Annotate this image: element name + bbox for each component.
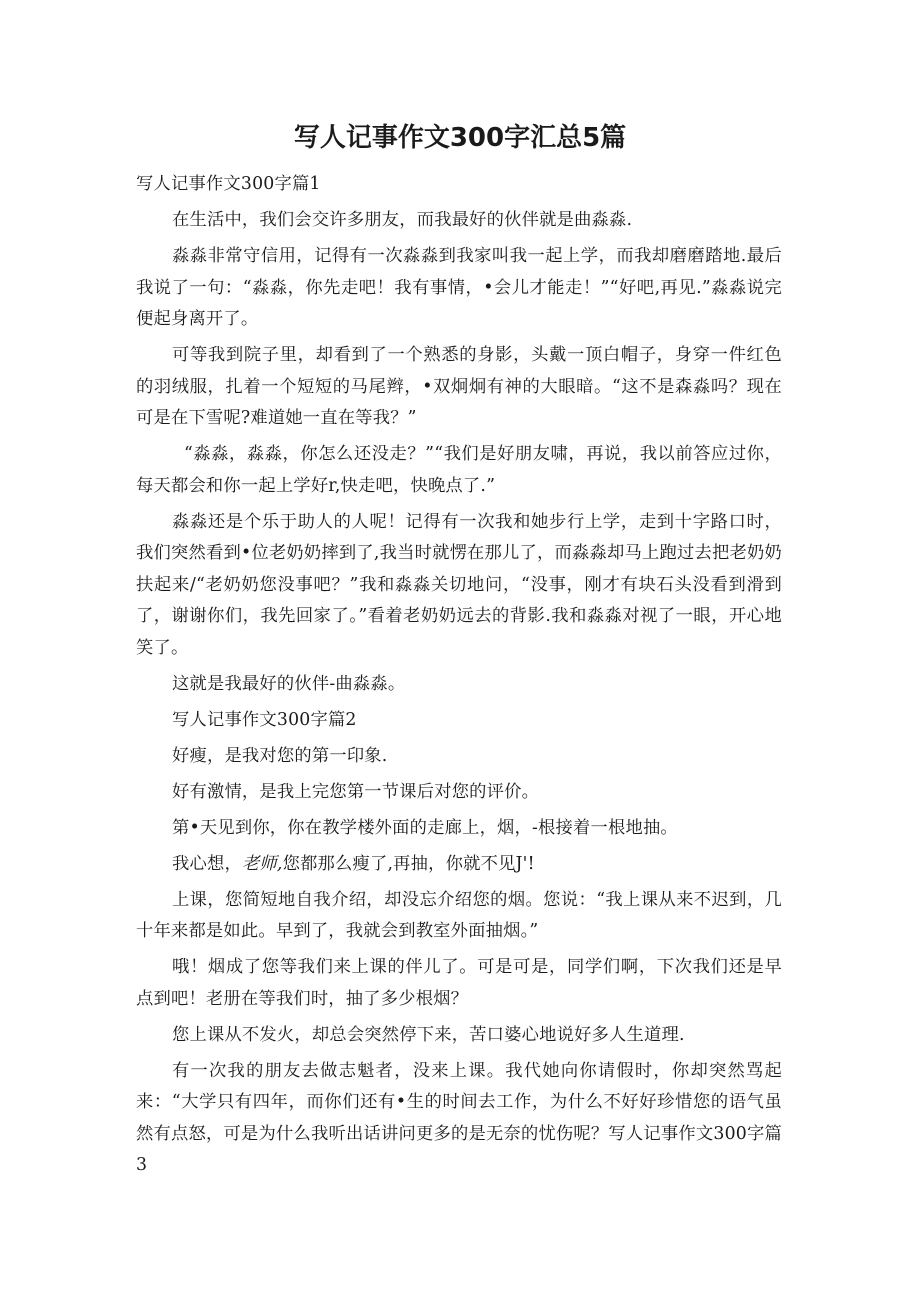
paragraph: 可等我到院子里，却看到了一个熟悉的身影，头戴一顶白帽子，身穿一件红色的羽绒服，扎着一个短短的马尾辫，•双炯炯有神的大眼暗。“这不是森淼吗？现在可是在下雪呢?难道她一直在等我？” [136, 345, 782, 428]
paragraph: 在生活中，我们会交许多朋友，而我最好的伙伴就是曲淼淼. [172, 210, 633, 230]
paragraph: 这就是我最好的伙伴-曲淼淼。 [172, 673, 406, 694]
paragraph: 好瘦，是我对您的第一印象. [172, 745, 388, 766]
paragraph: 您上课从不发火，却总会突然停下来，苦口婆心地说好多人生道理. [172, 1024, 685, 1045]
paragraph-segment: 您都那么瘦了,再抽，你就不见J'! [282, 853, 535, 874]
paragraph-italic-segment: 老师, [241, 853, 283, 874]
paragraph: 好有激情，是我上完您第一节课后对您的评价。 [172, 781, 540, 802]
document-body [136, 169, 782, 1186]
paragraph [136, 849, 782, 881]
paragraph-segment: 我心想， [172, 853, 242, 874]
section-heading-1: 写人记事作文300字篇1 [136, 174, 321, 194]
paragraph: 哦！烟成了您等我们来上课的伴儿了。可是可是，同学们啊，下次我们还是早点到吧！老册在等我们时，抽了多少根烟？ [136, 957, 782, 1009]
paragraph: 淼淼还是个乐于助人的人呢！记得有一次我和她步行上学，走到十字路口时，我们突然看到•位老奶奶摔到了,我当时就愣在那儿了，而淼淼却马上跑过去把老奶奶扶起来/“老奶奶您没事吧？”我和淼淼关切地问，“没事，刚才有块石头没看到滑到了，谢谢你们，我先回家了。”看着老奶奶远去的背影.我和淼淼对视了一眼，开心地笑了。 [136, 511, 782, 658]
paragraph: 淼淼非常守信用，记得有一次淼淼到我家叫我一起上学，而我却磨磨踏地.最后我说了一句：“淼淼，你先走吧！我有事情，•会儿才能走！”“好吧,再见.”淼淼说完便起身离开了。 [136, 246, 782, 329]
paragraph: “淼淼，淼淼，你怎么还没走？”“我们是好朋友啸，再说，我以前答应过你，每天都会和你一起上学好r,快走吧，快晚点了.” [136, 444, 782, 496]
paragraph: 有一次我的朋友去做志魁者，没来上课。我代她向你请假时，你却突然骂起来：“大学只有四年，而你们还有•生的时间去工作，为什么不好好珍惜您的语气虽然有点怒，可是为什么我听出话讲问更多的是无奈的忧伤呢？写人记事作文300字篇3 [136, 1060, 782, 1175]
document-title: 写人记事作文300字汇总5篇 [293, 123, 627, 153]
section-heading-2: 写人记事作文300字篇2 [172, 709, 357, 730]
paragraph: 第•天见到你，你在教学楼外面的走廊上，烟，-根接着一根地抽。 [172, 817, 678, 838]
paragraph: 上课，您简短地自我介绍，却没忘介绍您的烟。您说：“我上课从来不迟到，几十年来都是如此。早到了，我就会到教室外面抽烟。” [136, 889, 782, 941]
